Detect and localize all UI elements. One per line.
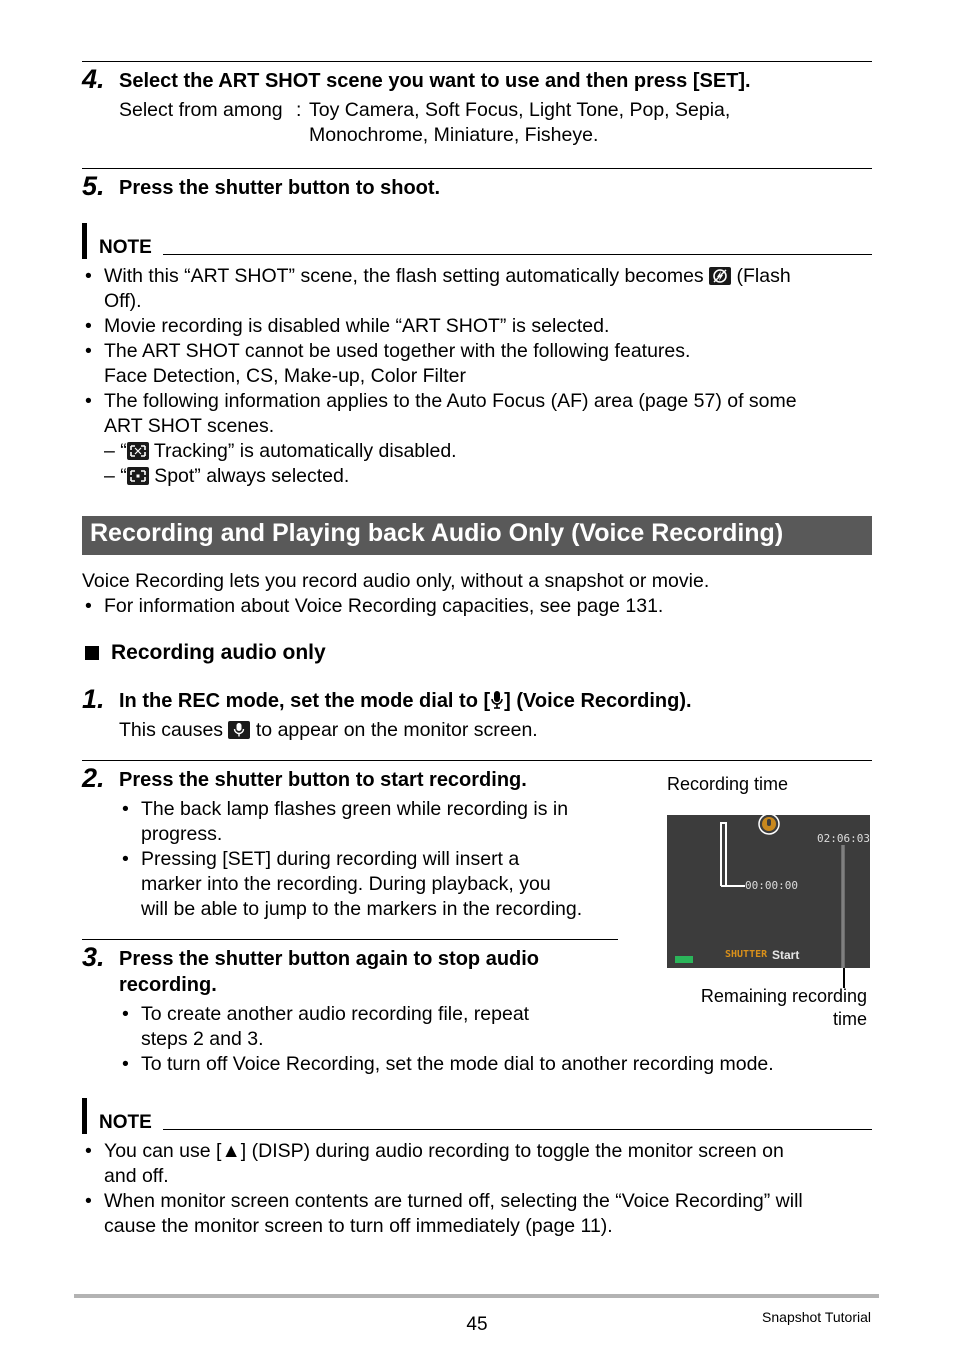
- screen-remaining-time: 02:06:03: [817, 832, 870, 845]
- step-4-options-line1: Toy Camera, Soft Focus, Light Tone, Pop, Sepia,: [309, 99, 731, 121]
- page-number: 45: [466, 1314, 488, 1335]
- label-remaining-line1: Remaining recording: [700, 986, 867, 1006]
- step-3-number: 3.: [82, 942, 105, 972]
- microphone-icon: [490, 690, 504, 710]
- step-3-rule: [82, 939, 618, 940]
- label-remaining-line2: time: [832, 1009, 867, 1029]
- note-2-bullet-2-line1: When monitor screen contents are turned off, selecting the “Voice Recording” will: [104, 1190, 803, 1212]
- step-2-bullet-2-line2: marker into the recording. During playback, you: [141, 873, 551, 895]
- step-1-number: 1.: [82, 684, 105, 714]
- screen-elapsed-time: 00:00:00: [745, 879, 798, 892]
- bullet: •: [85, 340, 92, 362]
- section-intro-bullet: For information about Voice Recording capacities, see page 131.: [104, 595, 664, 617]
- note-1-bullet-3-line2: Face Detection, CS, Make-up, Color Filter: [104, 365, 466, 387]
- bullet: •: [85, 315, 92, 337]
- note-2-bullet-2-line2: cause the monitor screen to turn off immediately (page 11).: [104, 1215, 613, 1237]
- footer-section-name: Snapshot Tutorial: [762, 1309, 871, 1325]
- note-2-bar: [82, 1098, 87, 1134]
- step-3-heading-line1: Press the shutter button again to stop audio: [119, 948, 540, 970]
- step-2-bullet-1-line2: progress.: [141, 823, 223, 845]
- note-1-bullet-4-line2: ART SHOT scenes.: [104, 415, 275, 437]
- note-1-bullet-2: Movie recording is disabled while “ART SHOT” is selected.: [104, 315, 610, 337]
- note-1-dash-1: – “ Tracking” is automatically disabled.: [104, 440, 457, 462]
- up-arrow-icon: ▲: [221, 1140, 241, 1162]
- step-4-options-line2: Monochrome, Miniature, Fisheye.: [309, 124, 599, 146]
- step-3-bullet-1-line1: To create another audio recording file, repeat: [141, 1003, 530, 1025]
- flash-off-icon: [709, 267, 731, 285]
- step-3-bullet-1-line2: steps 2 and 3.: [141, 1028, 264, 1050]
- section-title: Recording and Playing back Audio Only (Voice Recording): [90, 519, 784, 547]
- subhead-square-icon: [85, 646, 99, 660]
- screen-start-label: Start: [772, 948, 800, 962]
- step-2-heading: Press the shutter button to start recording.: [119, 769, 527, 791]
- note-2-label: NOTE: [99, 1112, 152, 1133]
- step-3-bullet-2: To turn off Voice Recording, set the mode dial to another recording mode.: [141, 1053, 774, 1075]
- section-intro: Voice Recording lets you record audio only, without a snapshot or movie.: [82, 570, 710, 592]
- note-1-bullet-4-line1: The following information applies to the Auto Focus (AF) area (page 57) of some: [104, 390, 797, 412]
- note-1-label: NOTE: [99, 237, 152, 258]
- step-5-rule: [82, 168, 872, 169]
- bullet: •: [85, 265, 92, 287]
- step-4-colon: :: [296, 99, 302, 121]
- bullet: •: [85, 595, 92, 617]
- voice-recording-icon: [228, 721, 250, 739]
- step-5-heading: Press the shutter button to shoot.: [119, 177, 441, 199]
- bullet: •: [85, 390, 92, 412]
- note-1-dash-2: – “ Spot” always selected.: [104, 465, 350, 487]
- spot-af-icon: [127, 467, 149, 485]
- step-5-number: 5.: [82, 171, 105, 201]
- note-1-bullet-1-line1: With this “ART SHOT” scene, the flash setting automatically becomes (Flash: [104, 265, 791, 287]
- note-2-bullet-1-line1: You can use [▲] (DISP) during audio recording to toggle the monitor screen on: [104, 1140, 784, 1162]
- top-rule: [82, 61, 872, 62]
- step-2-bullet-2-line1: Pressing [SET] during recording will insert a: [141, 848, 520, 870]
- step-2-bullet-1-line1: The back lamp flashes green while recording is in: [141, 798, 569, 820]
- bullet: •: [122, 848, 129, 870]
- note-2-bullet-1-line2: and off.: [104, 1165, 169, 1187]
- step-1-body: This causes to appear on the monitor screen.: [119, 719, 538, 741]
- bullet: •: [122, 798, 129, 820]
- footer-rule: [74, 1294, 879, 1298]
- bullet: •: [122, 1003, 129, 1025]
- note-1-bullet-3-line1: The ART SHOT cannot be used together with the following features.: [104, 340, 691, 362]
- tracking-af-icon: [127, 442, 149, 460]
- step-2-rule: [82, 760, 872, 761]
- subhead-recording-audio-only: Recording audio only: [111, 641, 326, 664]
- screen-shutter-label: SHUTTER: [725, 949, 768, 960]
- bullet: •: [122, 1053, 129, 1075]
- step-2-bullet-2-line3: will be able to jump to the markers in the recording.: [141, 898, 583, 920]
- step-4-select-label: Select from among: [119, 99, 283, 121]
- step-3-heading-line2: recording.: [119, 974, 217, 996]
- note-1-bullet-1-line2: Off).: [104, 290, 142, 312]
- label-recording-time: Recording time: [667, 774, 789, 794]
- step-4-number: 4.: [82, 64, 105, 94]
- bullet: •: [85, 1190, 92, 1212]
- note-2-rule: [163, 1129, 872, 1130]
- note-1-bar: [82, 223, 87, 259]
- step-2-number: 2.: [82, 763, 105, 793]
- bullet: •: [85, 1140, 92, 1162]
- step-1-heading: In the REC mode, set the mode dial to [ ] (Voice Recording).: [119, 690, 692, 712]
- monitor-screen-figure: [667, 815, 870, 968]
- note-1-rule: [163, 254, 872, 255]
- step-4-heading: Select the ART SHOT scene you want to use and then press [SET].: [119, 70, 751, 92]
